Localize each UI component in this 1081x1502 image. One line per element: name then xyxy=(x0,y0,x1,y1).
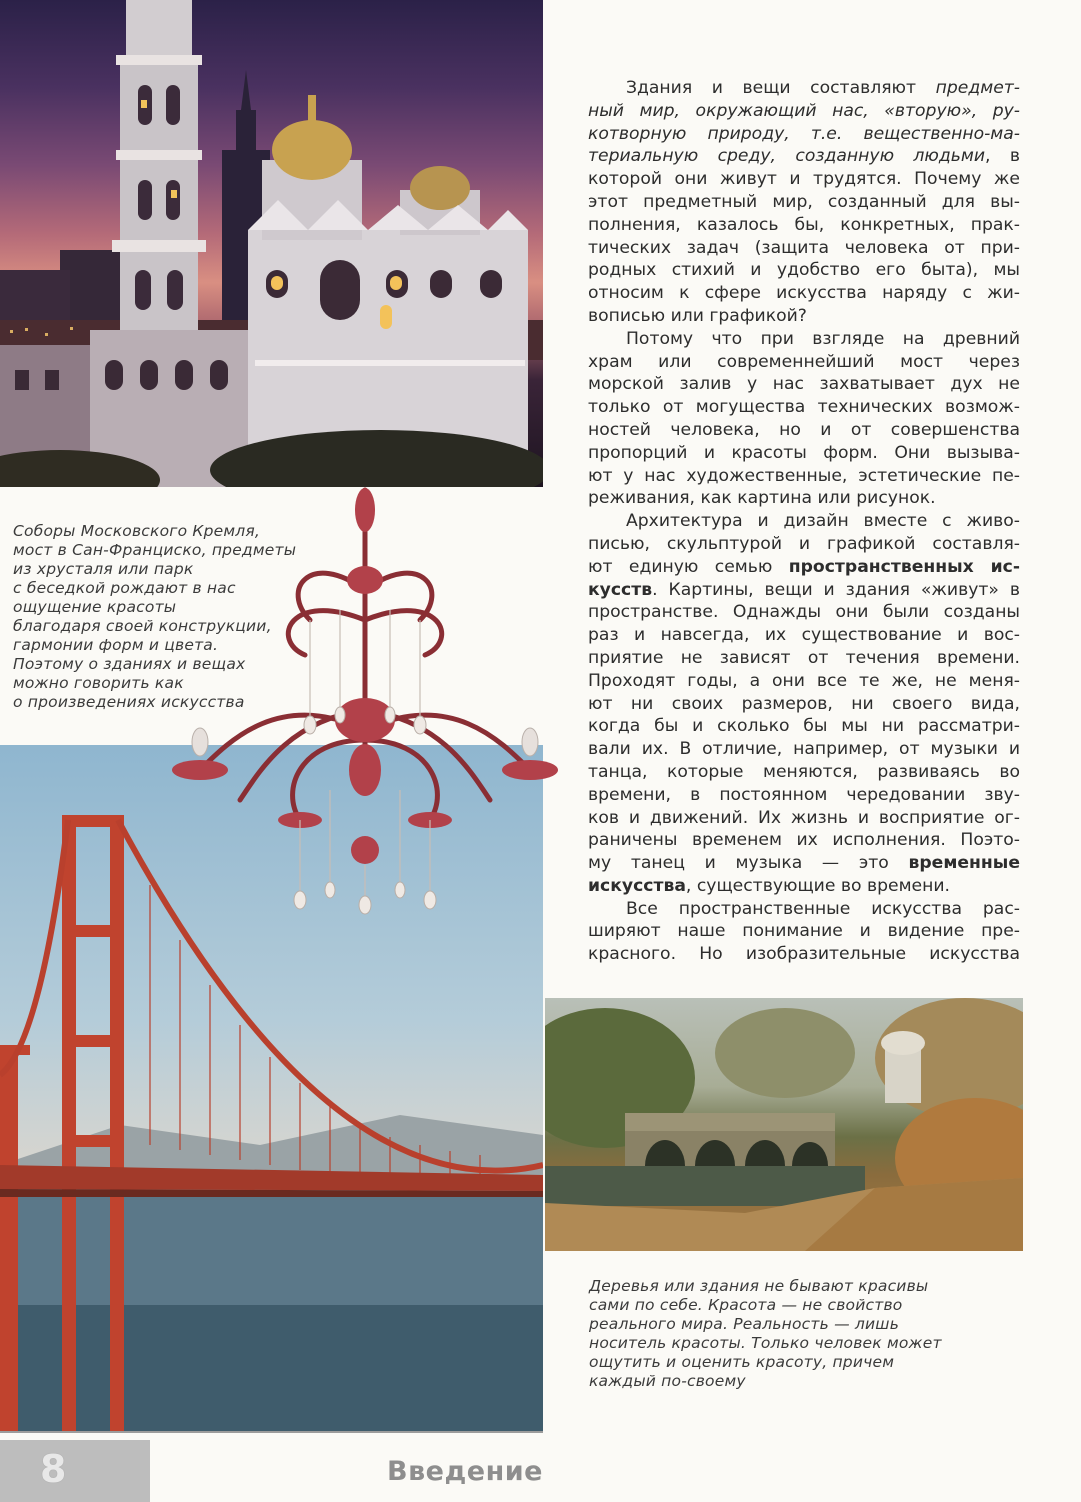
caption-line: из хрусталя или парк xyxy=(13,560,194,578)
text-line: храм или современнейший мост через xyxy=(588,351,1020,372)
park-illustration xyxy=(545,998,1023,1251)
text-line: раз и навсегда, их существование и вос- xyxy=(588,625,1020,646)
text-line: Здания и вещи составляют предмет- xyxy=(626,78,1020,98)
text-line: котворную природу, т.е. вещественно-ма- xyxy=(588,123,1020,144)
caption-line: о произведениях искусства xyxy=(13,693,245,711)
caption-line: Поэтому о зданиях и вещах xyxy=(13,655,246,673)
text-line: кусств. Картины, вещи и здания «живут» в xyxy=(588,579,1020,600)
text-line: ков и движений. Их жизнь и восприятие ог- xyxy=(588,807,1020,828)
text-line: только от могущества технических возмож- xyxy=(588,397,1020,418)
text-line: этот предметный мир, созданный для вы- xyxy=(588,191,1020,212)
text-line: искусства, существующие во времени. xyxy=(588,875,950,896)
caption-line: мост в Сан-Франциско, предметы xyxy=(13,541,297,559)
text-line: пространстве. Однажды они были созданы xyxy=(588,602,1020,623)
page-number-block xyxy=(0,1440,150,1502)
section-title: Введение xyxy=(387,1456,543,1487)
text-line: писью, скульптурой и графикой составля- xyxy=(588,533,1020,554)
text-line: ют единую семью пространственных ис- xyxy=(588,556,1020,577)
caption-line: Деревья или здания не бывают красивы xyxy=(589,1277,929,1295)
bold-term: искусства xyxy=(588,875,686,896)
bell-tower xyxy=(120,60,198,360)
text-line: родных стихий и удобство его быта), мы xyxy=(588,260,1020,281)
bold-term: временные xyxy=(908,853,1020,874)
text-line: морской залив у нас захватывает дух не xyxy=(588,374,1020,395)
text-line: Проходят годы, а они все те же, не меня- xyxy=(588,670,1020,691)
text-line: относим к сфере искусства наряду с жи- xyxy=(588,283,1020,304)
text-line: му танец и музыка — это временные xyxy=(588,853,1020,874)
footer-rule xyxy=(0,1431,543,1433)
caption-kremlin xyxy=(13,522,296,712)
caption-line: каждый по-своему xyxy=(589,1372,746,1390)
page-number: 8 xyxy=(40,1447,67,1491)
text-line: приятие не зависят от течения времени. xyxy=(588,647,1020,668)
caption-line: можно говорить как xyxy=(13,674,184,692)
emphasis: предмет- xyxy=(935,78,1020,98)
text-line: полнения, казалось бы, конкретных, прак- xyxy=(588,214,1020,235)
text-line: ширяют наше понимание и видение пре- xyxy=(588,921,1020,942)
body-text xyxy=(588,77,1020,966)
text-line: когда бы и сколько бы мы ни рассматри- xyxy=(588,716,1020,737)
text-line: ют ни своих размеров, ни своего вида, xyxy=(588,693,1020,714)
caption-line: с беседкой рождают в нас xyxy=(13,579,236,597)
text-line: Все пространственные искусства рас- xyxy=(626,898,1020,919)
text-line: которой они живут и трудятся. Почему же xyxy=(588,169,1020,190)
text-line: красного. Но изобразительные искусства xyxy=(588,944,1020,965)
park-photo xyxy=(545,998,1023,1251)
bold-term: пространственных ис- xyxy=(788,556,1020,577)
text-line: тических задач (защита человека от при- xyxy=(588,237,1020,258)
caption-line: реального мира. Реальность — лишь xyxy=(589,1315,900,1333)
text-line: Архитектура и дизайн вместе с живо- xyxy=(626,511,1020,532)
text-line: раничены временем их исполнения. Поэто- xyxy=(588,830,1020,851)
caption-line: ощущение красоты xyxy=(13,598,177,616)
bold-term: кусств xyxy=(588,579,653,600)
caption-line: Соборы Московского Кремля, xyxy=(13,522,261,540)
stone-bridge xyxy=(625,1113,835,1131)
kremlin-photo xyxy=(0,0,543,487)
caption-line: сами по себе. Красота — не свойство xyxy=(589,1296,903,1314)
text-line: пропорций и красоты форм. Они вызыва- xyxy=(588,442,1020,463)
text-line: териальную среду, созданную людьми, в xyxy=(588,146,1020,167)
caption-line: носитель красоты. Только человек может xyxy=(589,1334,942,1352)
text-line: ют у нас художественные, эстетические пе- xyxy=(588,465,1020,486)
caption-park xyxy=(589,1277,942,1391)
kremlin-illustration xyxy=(0,0,543,487)
text-line: времени, в постоянном чередовании зву- xyxy=(588,784,1020,805)
text-line: танца, которые меняются, развиваясь во xyxy=(588,761,1020,782)
text-line: вали их. В отличие, например, от музыки и xyxy=(588,739,1020,760)
emphasis: териальную среду, созданную людьми xyxy=(588,146,986,167)
text-line: реживания, как картина или рисунок. xyxy=(588,488,936,509)
caption-line: ощутить и оценить красоту, причем xyxy=(589,1353,895,1371)
text-line: ностей человека, но и от совершенства xyxy=(588,419,1020,440)
text-line: ный мир, окружающий нас, «вторую», ру- xyxy=(588,100,1020,121)
caption-line: гармонии форм и цвета. xyxy=(13,636,219,654)
caption-line: благодаря своей конструкции, xyxy=(13,617,272,635)
text-line: вописью или графикой? xyxy=(588,305,807,326)
text-line: Потому что при взгляде на древний xyxy=(626,328,1020,349)
